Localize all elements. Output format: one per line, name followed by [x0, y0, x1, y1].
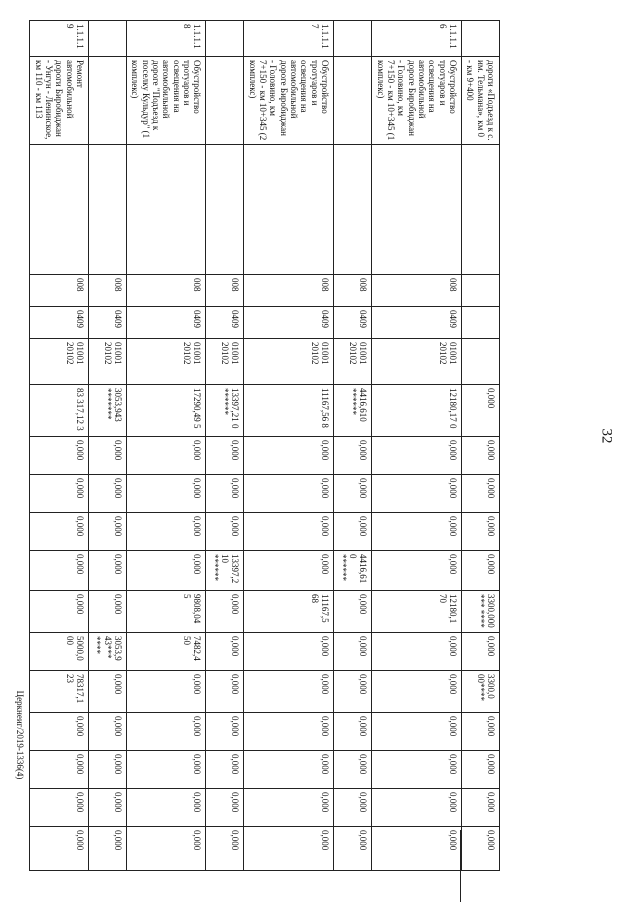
row-value: 0,000 — [334, 633, 372, 671]
row-value: 0,000 — [30, 713, 89, 751]
table-row — [88, 21, 126, 871]
row-value: 0,000 — [206, 513, 244, 551]
row-number: 1.1.1.17 — [244, 21, 334, 57]
row-value: 0,000 — [334, 713, 372, 751]
row-empty-col — [88, 145, 126, 275]
row-section: 0409 — [206, 307, 244, 339]
row-value: 0,000 — [30, 475, 89, 513]
row-value: 17290,49 5 — [127, 385, 206, 437]
row-value: 0,000 — [88, 437, 126, 475]
row-code: 008 — [206, 275, 244, 307]
row-code: 008 — [244, 275, 334, 307]
row-value: 0,000 — [88, 671, 126, 713]
row-value: 12180,17 0 — [372, 385, 462, 437]
row-value: 0,000 — [372, 633, 462, 671]
row-value: 0,000 — [334, 827, 372, 871]
row-section: 0409 — [88, 307, 126, 339]
row-name — [334, 57, 372, 145]
row-value: 0,000 — [206, 633, 244, 671]
document-code: Церкнеиг/2019-1336(4) — [15, 690, 25, 780]
row-value: 0,000 — [372, 789, 462, 827]
row-code: 008 — [30, 275, 89, 307]
row-value: 0,000 — [461, 475, 499, 513]
row-value: 0,000 — [244, 671, 334, 713]
row-value: 0,000 — [206, 827, 244, 871]
row-name: дороги «Подъезд к с. им. Тельмана», км 0 - км 9+400 — [461, 57, 499, 145]
row-value: 0,000 — [372, 827, 462, 871]
row-value: 0,000 — [30, 551, 89, 591]
row-section: 0409 — [30, 307, 89, 339]
row-value: 4416,610 ****** — [334, 385, 372, 437]
budget-table — [29, 20, 500, 871]
row-value: 0,000 — [372, 713, 462, 751]
row-value: 0,000 — [334, 591, 372, 633]
row-target: 01001 20102 — [244, 339, 334, 385]
row-value: 0,000 — [334, 513, 372, 551]
row-value: 0,000 — [206, 475, 244, 513]
row-value: 3053,943 ******* — [88, 385, 126, 437]
row-value: 0,000 — [30, 751, 89, 789]
row-value: 83 317,12 3 — [30, 385, 89, 437]
row-value: 0,000 — [88, 591, 126, 633]
row-name: Ремонт автомобильной дороги Биробиджан - Унгун - Ленинское, км 110 - км 113 — [30, 57, 89, 145]
row-value: 0,000 — [30, 591, 89, 633]
row-value: 0,000 — [88, 475, 126, 513]
row-number — [206, 21, 244, 57]
row-value: 0,000 — [30, 437, 89, 475]
row-value: 0,000 — [244, 475, 334, 513]
row-code: 008 — [372, 275, 462, 307]
row-value: 0,000 — [372, 551, 462, 591]
row-section: 0409 — [372, 307, 462, 339]
row-value: 0,000 — [127, 671, 206, 713]
row-value: 0,000 — [244, 827, 334, 871]
row-value: 0,000 — [88, 551, 126, 591]
row-value: 0,000 — [206, 789, 244, 827]
row-name — [206, 57, 244, 145]
row-code — [461, 275, 499, 307]
table-row — [127, 21, 206, 871]
row-value: 0,000 — [30, 513, 89, 551]
row-value: 0,000 — [334, 751, 372, 789]
row-value: 0,000 — [206, 751, 244, 789]
row-value: 0,000 — [244, 633, 334, 671]
row-value: 7482,4 50 — [127, 633, 206, 671]
row-value: 0,000 — [127, 751, 206, 789]
row-value: 0,000 — [127, 475, 206, 513]
table-row — [206, 21, 244, 871]
row-section — [461, 307, 499, 339]
row-value: 0,000 — [88, 789, 126, 827]
row-value: 0,000 — [244, 751, 334, 789]
row-value: 11167,56 8 — [244, 385, 334, 437]
row-target — [461, 339, 499, 385]
row-code: 008 — [127, 275, 206, 307]
row-value: 0,000 — [127, 827, 206, 871]
row-target: 01001 20102 — [88, 339, 126, 385]
row-target: 01001 20102 — [127, 339, 206, 385]
row-number — [88, 21, 126, 57]
row-value: 0,000 — [461, 385, 499, 437]
row-value: 0,000 — [88, 827, 126, 871]
row-number: 1.1.1.18 — [127, 21, 206, 57]
row-value: 0,000 — [334, 475, 372, 513]
row-value: 0,000 — [88, 713, 126, 751]
row-value: 0,000 — [372, 437, 462, 475]
rotated-table-container — [33, 20, 500, 851]
table-row — [30, 21, 89, 871]
row-value: 0,000 — [127, 513, 206, 551]
row-value: 0,000 — [244, 513, 334, 551]
row-value: 0,000 — [334, 789, 372, 827]
row-value: 0,000 — [127, 713, 206, 751]
table-row — [461, 21, 499, 871]
row-target: 01001 20102 — [372, 339, 462, 385]
row-value: 0,000 — [334, 437, 372, 475]
row-value: 0,000 — [372, 671, 462, 713]
row-empty-col — [127, 145, 206, 275]
row-value: 0,000 — [244, 789, 334, 827]
row-value: 0,000 — [461, 633, 499, 671]
row-value: 3300,0 00**** — [461, 671, 499, 713]
row-empty-col — [461, 145, 499, 275]
table-row — [334, 21, 372, 871]
row-value: 0,000 — [244, 551, 334, 591]
row-value: 0,000 — [88, 751, 126, 789]
row-number — [461, 21, 499, 57]
row-value: 0,000 — [372, 513, 462, 551]
row-value: 0,000 — [206, 437, 244, 475]
row-value: 0,000 — [206, 713, 244, 751]
page-number: 32 — [598, 428, 615, 444]
row-value: 0,000 — [461, 551, 499, 591]
row-code: 008 — [334, 275, 372, 307]
row-value: 0,000 — [372, 475, 462, 513]
row-value: 13397,21 0 ****** — [206, 385, 244, 437]
table-row — [244, 21, 334, 871]
table-row — [372, 21, 462, 871]
row-name: Обустройство тротуаров и освещения на автомобильной дороге Биробиджан - Головино, км 7+150 - км 10+345 (1 комплекс) — [372, 57, 462, 145]
row-value: 9808,04 5 — [127, 591, 206, 633]
row-value: 0,000 — [206, 671, 244, 713]
row-target: 01001 20102 — [334, 339, 372, 385]
row-value: 0,000 — [461, 713, 499, 751]
row-name: Обустройство тротуаров и освещения на автомобильной дороге Биробиджан - Головино, км 7+150 - км 10+345 (2 комплекс) — [244, 57, 334, 145]
row-value: 0,000 — [461, 827, 499, 871]
row-empty-col — [244, 145, 334, 275]
row-value: 0,000 — [127, 551, 206, 591]
row-empty-col — [372, 145, 462, 275]
row-value: 11167,5 68 — [244, 591, 334, 633]
row-value: 0,000 — [206, 591, 244, 633]
row-value: 0,000 — [30, 827, 89, 871]
row-value: 3053,9 43*** **** — [88, 633, 126, 671]
row-number: 1.1.1.19 — [30, 21, 89, 57]
row-empty-col — [206, 145, 244, 275]
row-value: 0,000 — [244, 437, 334, 475]
row-name: Обустройство тротуаров и освещения на автомобильной дороге "Подъезд к поселку Кульдур" (1 комплекс) — [127, 57, 206, 145]
row-empty-col — [30, 145, 89, 275]
row-value: 78317,1 23 — [30, 671, 89, 713]
row-value: 0,000 — [127, 789, 206, 827]
row-value: 13397,2 10 ****** — [206, 551, 244, 591]
row-value: 0,000 — [461, 789, 499, 827]
row-value: 0,000 — [461, 513, 499, 551]
row-value: 0,000 — [334, 671, 372, 713]
row-value: 0,000 — [461, 751, 499, 789]
row-number: 1.1.1.16 — [372, 21, 462, 57]
row-value: 12180,1 70 — [372, 591, 462, 633]
row-name — [88, 57, 126, 145]
row-value: 0,000 — [461, 437, 499, 475]
row-value: 0,000 — [88, 513, 126, 551]
row-code: 008 — [88, 275, 126, 307]
row-number — [334, 21, 372, 57]
row-value: 3300,000*** **** — [461, 591, 499, 633]
row-empty-col — [334, 145, 372, 275]
row-value: 0,000 — [30, 789, 89, 827]
row-target: 01001 20102 — [206, 339, 244, 385]
row-value: 0,000 — [127, 437, 206, 475]
row-value: 0,000 — [372, 751, 462, 789]
row-section: 0409 — [127, 307, 206, 339]
row-section: 0409 — [334, 307, 372, 339]
row-target: 01001 20102 — [30, 339, 89, 385]
row-section: 0409 — [244, 307, 334, 339]
row-value: 0,000 — [244, 713, 334, 751]
row-value: 5000,0 00 — [30, 633, 89, 671]
row-value: 4416,61 0 ****** — [334, 551, 372, 591]
